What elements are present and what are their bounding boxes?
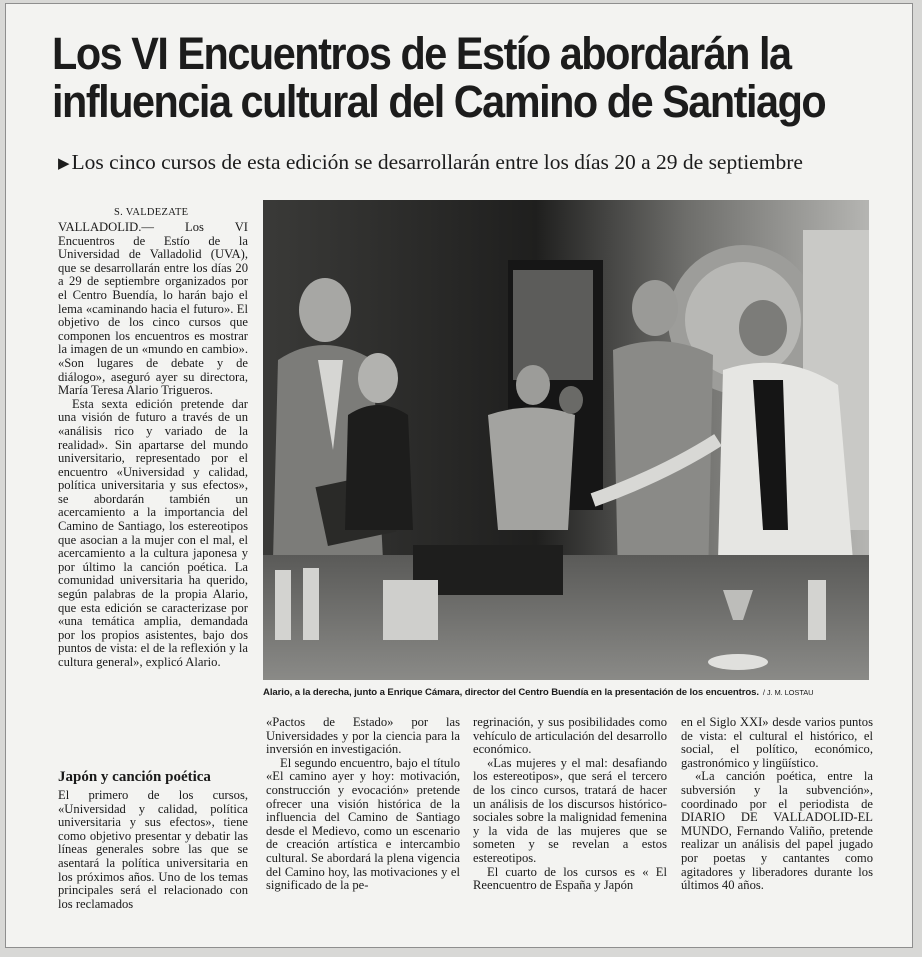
paragraph: El cuarto de los cursos es « El Reencuentro de España y Japón bbox=[473, 864, 667, 893]
photo-illustration bbox=[263, 200, 869, 680]
caption-text: Alario, a la derecha, junto a Enrique Cámara, director del Centro Buendía en la presentación de los encuentros. bbox=[263, 687, 759, 698]
photo-credit: / J. M. LOSTAU bbox=[762, 688, 814, 697]
article-column-4 bbox=[681, 716, 873, 893]
paragraph: El primero de los cursos, «Universidad y calidad, política universitaria y sus efectos», tiene como objetivo presentar y debatir las líneas generales sobre las que se asentará la política universitaria en los próximos años. Uno de los temas principales será el relacionado con los reclamados bbox=[58, 788, 248, 911]
triangle-bullet-icon: ▶ bbox=[58, 156, 70, 172]
paragraph: «La canción poética, entre la subversión y la subvención», coordinado por el periodista de DIARIO DE VALLADOLID-EL MUNDO, Fernando Valiño, pretende realizar un análisis del papel jugado por poetas y cantantes como agitadores y liberadores durante los últimos 40 años. bbox=[681, 769, 873, 893]
subheadline-text: Los cinco cursos de esta edición se desarrollarán entre los días 20 a 29 de septiembre bbox=[71, 150, 803, 174]
article-column-2 bbox=[266, 716, 460, 893]
article-column-1-continued bbox=[58, 789, 248, 911]
photo-caption bbox=[263, 687, 883, 698]
article-photo bbox=[263, 200, 869, 680]
paragraph: regrinación, y sus posibilidades como vehículo de articulación del desarrollo económico. bbox=[473, 715, 667, 757]
paragraph: «Las mujeres y el mal: desafiando los estereotipos», que será el tercero de los cinco cursos, tratará de hacer un análisis de los discursos histórico-sociales sobre la malignidad femenina y la vida de las mujeres que se someten y se revelan a estos estereotipos. bbox=[473, 755, 667, 865]
paragraph: VALLADOLID.— Los VI Encuentros de Estío de la Universidad de Valladolid (UVA), que se desarrollarán entre los días 20 a 29 de septiembre organizados por el Centro Buendía, lo harán bajo el lema «caminando hacia el futuro». El objetivo de los cinco cursos que componen los encuentros es mostrar la imagen de un «mundo en cambio». «Son lugares de debate y de diálogo», aseguró ayer su directora, María Teresa Alario Trigueros. bbox=[58, 220, 248, 398]
paragraph: El segundo encuentro, bajo el título «El camino ayer y hoy: motivación, construcción y evocación» pretende ofrecer una visión histórica de la influencia del Camino de Santiago desde el Medievo, como un escenario de creación artística e intercambio cultural. Se abordará la plena vigencia del Camino hoy, las motivaciones y el significado de la pe- bbox=[266, 755, 460, 893]
article-subheadline bbox=[58, 150, 803, 175]
newspaper-page bbox=[5, 3, 913, 948]
paragraph: Esta sexta edición pretende dar una visión de futuro a través de un «análisis rico y variado de la realidad». Sin apartarse del mundo universitario, representado por el encuentro «Universidad y calidad, política universitaria y sus efectos», se abordarán también un acercamiento a la importancia del Camino de Santiago, los estereotipos que asocian a la mujer con el mal, el acercamiento a la cultura japonesa y por último la canción poética. La comunidad universitaria ha querido, según palabras de la propia Alario, que esta edición se caracterizase por «una temática amplia, demandada por los propios asistentes, bajo dos puntos de vista: el de la reflexión y la cultura general», explicó Alario. bbox=[58, 396, 248, 669]
paragraph: «Pactos de Estado» por las Universidades y por la ciencia para la inversión en investigación. bbox=[266, 715, 460, 757]
article-column-3 bbox=[473, 716, 667, 893]
paragraph: en el Siglo XXI» desde varios puntos de vista: el cultural el histórico, el social, el político, económico, gastronómico y lingüístico. bbox=[681, 715, 873, 770]
article-column-1 bbox=[58, 221, 248, 670]
section-subheading: Japón y canción poética bbox=[58, 769, 211, 785]
article-headline bbox=[52, 28, 826, 127]
byline: S. VALDEZATE bbox=[114, 207, 189, 218]
headline-line-2: influencia cultural del Camino de Santiago bbox=[52, 76, 826, 127]
headline-line-1: Los VI Encuentros de Estío abordarán la bbox=[52, 28, 791, 79]
